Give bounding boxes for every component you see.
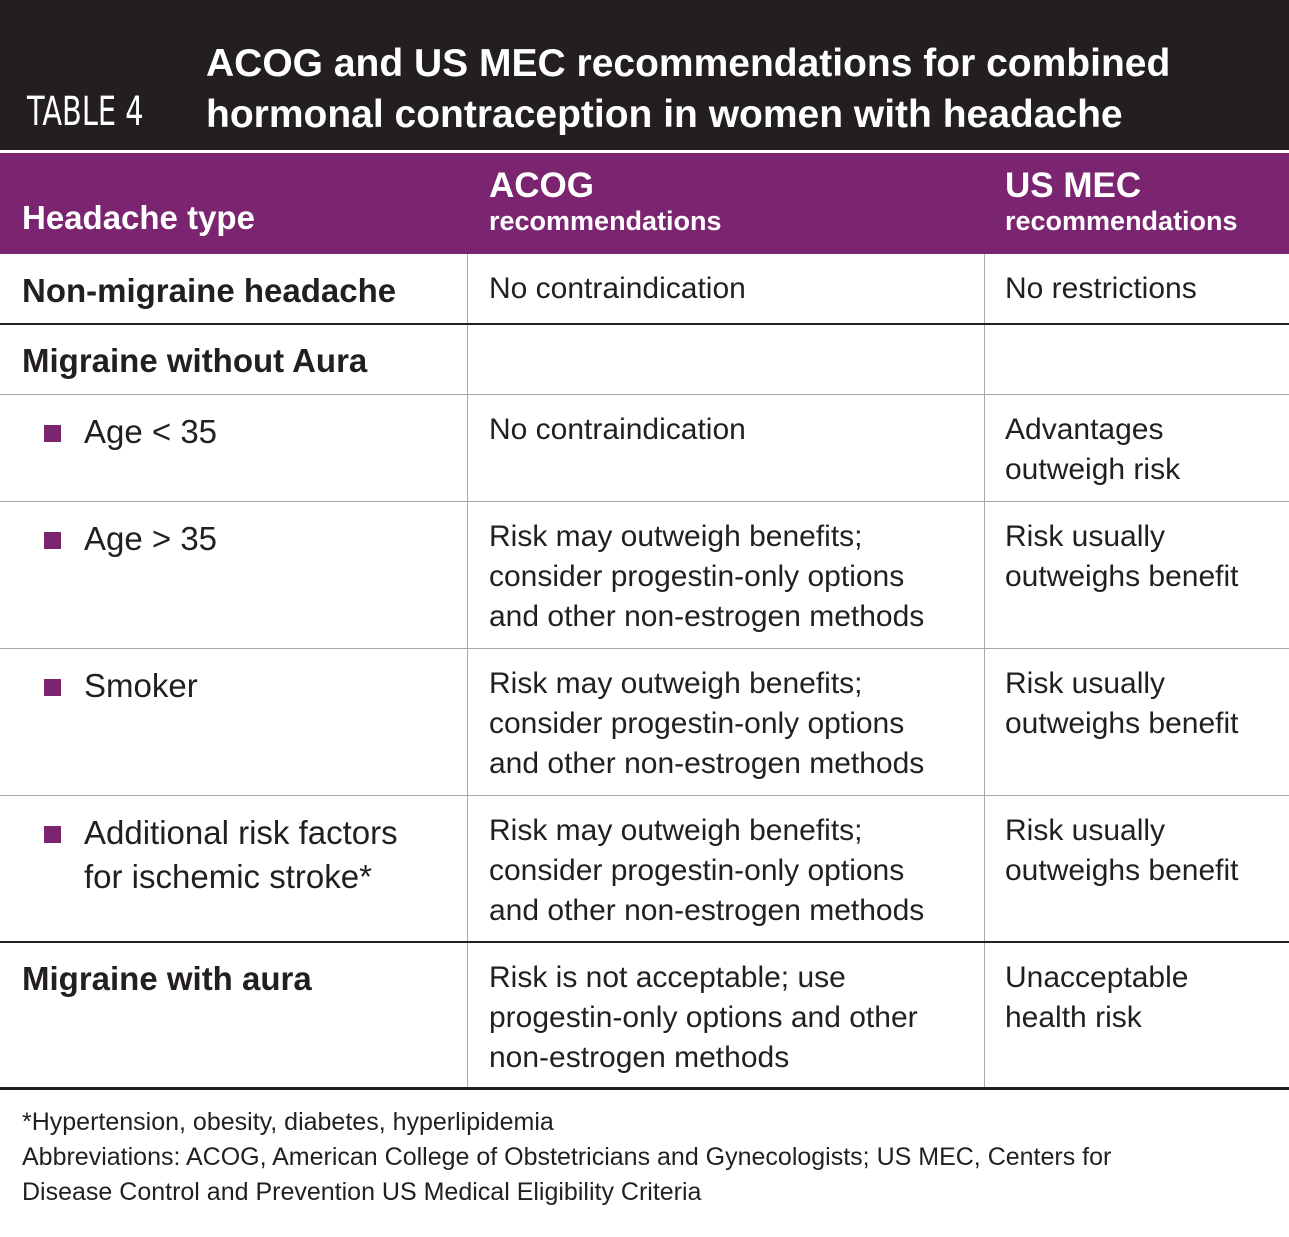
mec-line: Unacceptable bbox=[1005, 961, 1189, 994]
row-age-over-35-type: Age > 35 bbox=[84, 520, 218, 557]
table-title-line-2: hormonal contraception in women with headache bbox=[206, 93, 1123, 136]
header-acog-subtitle: recommendations bbox=[489, 206, 722, 236]
row-migraine-with-aura-acog bbox=[489, 958, 979, 1078]
mec-line: Risk usually bbox=[1005, 814, 1166, 847]
footnote-line: Abbreviations: ACOG, American College of Obstetricians and Gynecologists; US MEC, Centers for bbox=[22, 1143, 1112, 1171]
header-us-mec bbox=[1005, 166, 1238, 236]
acog-line: and other non-estrogen methods bbox=[489, 600, 925, 633]
column-divider-2 bbox=[984, 254, 985, 1088]
row-separator bbox=[0, 648, 1289, 649]
row-additional-risk-mec bbox=[1005, 811, 1285, 891]
footnote-line: Disease Control and Prevention US Medical Eligibility Criteria bbox=[22, 1178, 702, 1206]
row-additional-risk-type bbox=[84, 811, 464, 899]
bullet-icon bbox=[44, 425, 61, 442]
mec-line: outweighs benefit bbox=[1005, 560, 1239, 593]
mec-line: Risk usually bbox=[1005, 667, 1166, 700]
row-separator bbox=[0, 323, 1289, 325]
acog-line: and other non-estrogen methods bbox=[489, 894, 925, 927]
acog-line: Risk may outweigh benefits; bbox=[489, 667, 863, 700]
row-separator bbox=[0, 941, 1289, 943]
row-age-under-35-type: Age < 35 bbox=[84, 413, 218, 450]
table-bottom-rule bbox=[0, 1087, 1289, 1090]
header-headache-type: Headache type bbox=[22, 199, 255, 236]
acog-line: progestin-only options and other bbox=[489, 1001, 918, 1034]
row-additional-risk-acog bbox=[489, 811, 979, 931]
acog-line: Risk is not acceptable; use bbox=[489, 961, 846, 994]
mec-line: Advantages bbox=[1005, 413, 1164, 446]
row-smoker-mec bbox=[1005, 664, 1285, 744]
row-migraine-with-aura-type: Migraine with aura bbox=[22, 960, 312, 997]
row-non-migraine-mec: No restrictions bbox=[1005, 272, 1197, 305]
table-title-line-1: ACOG and US MEC recommendations for combined bbox=[206, 42, 1171, 85]
row-smoker-acog bbox=[489, 664, 979, 784]
mec-line: health risk bbox=[1005, 1001, 1142, 1034]
header-mec-subtitle: recommendations bbox=[1005, 206, 1238, 236]
type-line: for ischemic stroke* bbox=[84, 858, 372, 895]
row-separator bbox=[0, 394, 1289, 395]
row-smoker-type: Smoker bbox=[84, 667, 198, 704]
footnote-abbreviations bbox=[22, 1140, 1282, 1210]
acog-line: Risk may outweigh benefits; bbox=[489, 814, 863, 847]
acog-line: consider progestin-only options bbox=[489, 560, 905, 593]
footnote-asterisk: *Hypertension, obesity, diabetes, hyperlipidemia bbox=[22, 1108, 554, 1136]
row-non-migraine-acog: No contraindication bbox=[489, 272, 746, 305]
header-mec-title: US MEC bbox=[1005, 166, 1142, 205]
row-age-over-35-mec bbox=[1005, 517, 1285, 597]
mec-line: outweighs benefit bbox=[1005, 854, 1239, 887]
header-acog bbox=[489, 166, 722, 236]
bullet-icon bbox=[44, 532, 61, 549]
acog-line: consider progestin-only options bbox=[489, 707, 905, 740]
row-migraine-with-aura-mec bbox=[1005, 958, 1285, 1038]
header-acog-title: ACOG bbox=[489, 166, 594, 205]
row-migraine-without-aura-type: Migraine without Aura bbox=[22, 342, 368, 379]
acog-line: and other non-estrogen methods bbox=[489, 747, 925, 780]
row-age-over-35-acog bbox=[489, 517, 979, 637]
mec-line: outweighs benefit bbox=[1005, 707, 1239, 740]
table-title bbox=[206, 38, 1276, 140]
row-non-migraine-type: Non-migraine headache bbox=[22, 272, 397, 309]
type-line: Additional risk factors bbox=[84, 814, 398, 851]
table-number-label: TABLE 4 bbox=[27, 89, 144, 135]
acog-line: non-estrogen methods bbox=[489, 1041, 790, 1074]
bullet-icon bbox=[44, 826, 61, 843]
mec-line: outweigh risk bbox=[1005, 453, 1181, 486]
acog-line: consider progestin-only options bbox=[489, 854, 905, 887]
row-separator bbox=[0, 795, 1289, 796]
row-separator bbox=[0, 501, 1289, 502]
bullet-icon bbox=[44, 679, 61, 696]
acog-line: Risk may outweigh benefits; bbox=[489, 520, 863, 553]
row-age-under-35-acog: No contraindication bbox=[489, 413, 746, 446]
mec-line: Risk usually bbox=[1005, 520, 1166, 553]
row-age-under-35-mec bbox=[1005, 410, 1285, 490]
column-divider-1 bbox=[467, 254, 468, 1088]
